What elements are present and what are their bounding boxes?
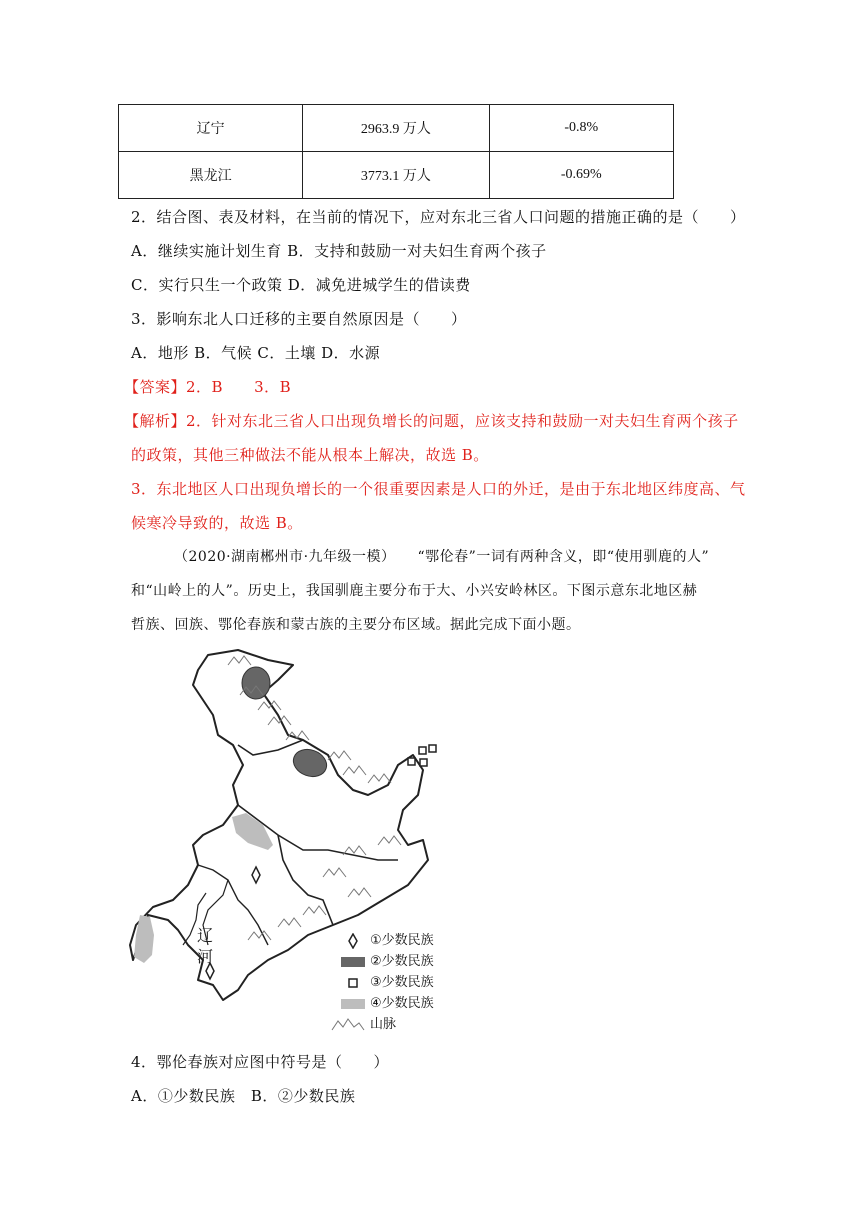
legend-item <box>340 951 434 972</box>
answer-text: 2．B 3．B <box>186 378 292 396</box>
answer-label: 【答案】 <box>124 378 187 396</box>
legend-label: ③少数民族 <box>370 975 434 990</box>
population-table <box>118 104 674 199</box>
analysis-line-4: 候寒冷导致的，故选 B。 <box>131 514 303 532</box>
analysis-label: 【解析】 <box>124 412 187 430</box>
province-cell: 黑龙江 <box>119 152 303 199</box>
analysis-text-1: 2．针对东北三省人口出现负增长的问题，应该支持和鼓励一对夫妇生育两个孩子 <box>186 412 739 430</box>
light-fill-swatch <box>340 999 366 1009</box>
square-icon <box>429 745 436 752</box>
passage-line-3: 哲族、回族、鄂伦春族和蒙古族的主要分布区域。据此完成下面小题。 <box>131 617 581 633</box>
passage-line-1: （2020·湖南郴州市·九年级一模） “鄂伦春”一词有两种含义，即“使用驯鹿的人” <box>174 549 710 565</box>
mountain-icon <box>330 1018 366 1032</box>
legend-label: ①少数民族 <box>370 933 434 948</box>
map-legend <box>340 930 434 1035</box>
square-icon <box>420 759 427 766</box>
legend-label: 山脉 <box>370 1017 397 1032</box>
diamond-icon <box>340 933 366 949</box>
question-2-stem: 2．结合图、表及材料，在当前的情况下，应对东北三省人口问题的措施正确的是（ ） <box>131 208 746 226</box>
legend-item <box>340 930 434 951</box>
legend-label: ②少数民族 <box>370 954 434 969</box>
province-cell: 辽宁 <box>119 105 303 152</box>
answer-line <box>124 377 291 397</box>
question-4-options: A．①少数民族 B．②少数民族 <box>131 1087 356 1105</box>
square-icon <box>408 758 415 765</box>
population-cell: 3773.1 万人 <box>303 152 489 199</box>
question-2-options-ab: A．继续实施计划生育 B．支持和鼓励一对夫妇生育两个孩子 <box>131 242 547 260</box>
table-row <box>119 152 674 199</box>
change-cell: -0.8% <box>489 105 673 152</box>
question-3-options: A．地形 B．气候 C．土壤 D．水源 <box>131 344 381 362</box>
square-icon <box>340 978 366 988</box>
dark-fill-swatch <box>340 957 366 967</box>
legend-item <box>340 993 434 1014</box>
analysis-line-3: 3．东北地区人口出现负增长的一个很重要因素是人口的外迁，是由于东北地区纬度高、气 <box>131 480 746 498</box>
dark-area <box>242 667 270 699</box>
legend-item <box>330 1014 434 1035</box>
population-cell: 2963.9 万人 <box>303 105 489 152</box>
analysis-line-2: 的政策，其他三种做法不能从根本上解决，故选 B。 <box>131 446 489 464</box>
river-label: 辽河 <box>196 926 213 966</box>
change-cell: -0.69% <box>489 152 673 199</box>
legend-label: ④少数民族 <box>370 996 434 1011</box>
square-icon <box>419 747 426 754</box>
passage-line-2: 和“山岭上的人”。历史上，我国驯鹿主要分布于大、小兴安岭林区。下图示意东北地区赫 <box>131 583 698 599</box>
question-2-options-cd: C．实行只生一个政策 D．减免进城学生的借读费 <box>131 276 471 294</box>
question-3-stem: 3．影响东北人口迁移的主要自然原因是（ ） <box>131 310 467 328</box>
light-area <box>134 915 154 963</box>
legend-item <box>340 972 434 993</box>
analysis-line-1 <box>124 411 739 431</box>
table-row <box>119 105 674 152</box>
question-4-stem: 4．鄂伦春族对应图中符号是（ ） <box>131 1053 390 1071</box>
